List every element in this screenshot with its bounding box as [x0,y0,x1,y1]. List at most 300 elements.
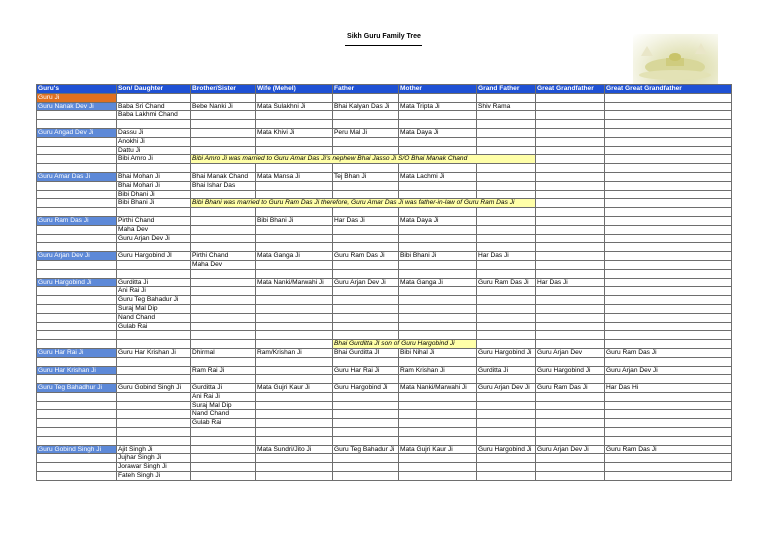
empty-cell [191,243,256,252]
empty-cell [477,146,536,155]
empty-cell [333,472,399,481]
empty-cell [191,93,256,102]
empty-cell [37,304,117,313]
empty-cell [605,304,732,313]
table-row [37,260,732,269]
empty-cell [477,392,536,401]
guru-name-cell: Guru Angad Dev Ji [37,128,117,137]
table-cell: Tej Bhan Ji [333,172,399,181]
table-cell: Pirthi Chand [117,216,191,225]
empty-cell [256,93,333,102]
empty-cell [605,146,732,155]
table-cell: Har Das Hi [605,384,732,393]
empty-cell [256,181,333,190]
empty-cell [536,260,605,269]
empty-cell [399,410,477,419]
table-cell: Guru Arjan Dev Ji [333,278,399,287]
table-row [37,348,732,357]
empty-cell [399,164,477,173]
table-cell: Guru Hargobind JI [117,252,191,261]
column-header: Mother [399,85,477,94]
table-cell: Bibi Dhani Ji [117,190,191,199]
empty-cell [477,340,536,349]
empty-cell [333,331,399,340]
empty-cell [37,181,117,190]
family-tree-table [36,84,732,481]
empty-cell [256,322,333,331]
empty-cell [256,287,333,296]
table-cell: Guru Arjan Dev Ji [536,445,605,454]
empty-cell [399,401,477,410]
guru-ji-row [37,93,732,102]
table-cell: Guru Arjan Dev Ji [605,366,732,375]
golden-temple-image [633,34,718,84]
table-row [37,199,732,208]
empty-cell [37,225,117,234]
empty-cell [333,260,399,269]
page-title: Sikh Guru Family Tree [347,33,421,40]
empty-cell [399,234,477,243]
empty-cell [37,296,117,305]
empty-cell [37,436,117,445]
table-row [37,252,732,261]
empty-cell [37,419,117,428]
empty-cell [605,419,732,428]
empty-cell [256,313,333,322]
table-cell: Ajit Singh Ji [117,445,191,454]
empty-cell [477,454,536,463]
empty-cell [191,428,256,437]
empty-cell [605,216,732,225]
empty-cell [536,172,605,181]
empty-cell [37,137,117,146]
empty-cell [191,463,256,472]
empty-cell [191,137,256,146]
empty-cell [37,454,117,463]
empty-cell [37,357,117,366]
table-row [37,234,732,243]
table-cell [37,155,117,164]
empty-cell [117,120,191,129]
empty-cell [536,102,605,111]
empty-cell [117,164,191,173]
empty-cell [37,322,117,331]
empty-cell [191,146,256,155]
empty-cell [191,296,256,305]
empty-cell [605,428,732,437]
guru-name-cell: Guru Amar Das Ji [37,172,117,181]
empty-cell [37,375,117,384]
table-row [37,366,732,375]
empty-cell [333,111,399,120]
empty-cell [399,313,477,322]
empty-cell [256,401,333,410]
table-cell: Guru Ram Das Ji [605,348,732,357]
empty-cell [37,243,117,252]
table-cell: Mata Sulakhni Ji [256,102,333,111]
empty-cell [399,260,477,269]
table-cell: Bhai Mohan Ji [117,172,191,181]
empty-cell [333,287,399,296]
empty-cell [536,252,605,261]
empty-cell [399,357,477,366]
table-cell: Har Das Ji [536,278,605,287]
empty-cell [477,208,536,217]
table-cell: Guru Hargobind Ji [477,445,536,454]
table-cell: Jujhar Singh Ji [117,454,191,463]
empty-cell [477,436,536,445]
table-cell: Har Das Ji [477,252,536,261]
empty-cell [399,472,477,481]
empty-cell [605,155,732,164]
empty-cell [477,164,536,173]
empty-cell [191,234,256,243]
empty-cell [333,93,399,102]
table-cell: Guru Hargobind Ji [477,348,536,357]
empty-cell [605,120,732,129]
empty-cell [117,375,191,384]
note-row [37,340,732,349]
table-cell: Guru Ram Das Ji [477,278,536,287]
empty-cell [256,111,333,120]
empty-cell [399,436,477,445]
empty-cell [256,375,333,384]
empty-cell [191,278,256,287]
empty-cell [477,375,536,384]
empty-cell [536,155,605,164]
empty-cell [333,190,399,199]
empty-cell [605,436,732,445]
empty-cell [37,428,117,437]
empty-cell [333,304,399,313]
empty-cell [333,392,399,401]
empty-cell [605,164,732,173]
empty-cell [399,392,477,401]
table-row [37,181,732,190]
empty-cell [605,269,732,278]
empty-cell [477,401,536,410]
table-cell: Guru Hargobind Ji [536,366,605,375]
empty-cell [536,146,605,155]
empty-cell [536,190,605,199]
empty-cell [536,322,605,331]
empty-cell [536,225,605,234]
empty-cell [191,445,256,454]
table-cell: Dattu Ji [117,146,191,155]
empty-cell [333,243,399,252]
empty-cell [399,208,477,217]
table-row [37,419,732,428]
empty-cell [536,269,605,278]
table-row [37,428,732,437]
table-cell: Guru Gobind Singh Ji [117,384,191,393]
table-cell: Bibi Bhani Ji [117,199,191,208]
table-row [37,269,732,278]
empty-cell [117,419,191,428]
empty-cell [256,463,333,472]
empty-cell [256,120,333,129]
empty-cell [191,164,256,173]
empty-cell [399,304,477,313]
empty-cell [605,322,732,331]
empty-cell [477,322,536,331]
empty-cell [477,313,536,322]
table-cell: Mata Lachmi Ji [399,172,477,181]
table-row [37,208,732,217]
empty-cell [191,322,256,331]
table-cell: Gurditta Ji [191,384,256,393]
empty-cell [477,419,536,428]
empty-cell [191,313,256,322]
empty-cell [333,463,399,472]
empty-cell [117,410,191,419]
guru-name-cell: Guru Ram Das Ji [37,216,117,225]
column-header: Great Great Grandfather [605,85,732,94]
table-cell: Gurditta Ji [477,366,536,375]
empty-cell [256,454,333,463]
empty-cell [605,410,732,419]
table-row [37,304,732,313]
empty-cell [399,181,477,190]
table-cell: Guru Ram Das Ji [333,252,399,261]
empty-cell [399,120,477,129]
empty-cell [605,252,732,261]
empty-cell [477,243,536,252]
table-row [37,102,732,111]
empty-cell [536,410,605,419]
table-cell: Gurditta Ji [117,278,191,287]
empty-cell [256,410,333,419]
empty-cell [477,225,536,234]
guru-name-cell: Guru Gobind Singh Ji [37,445,117,454]
table-cell: Dhirmal [191,348,256,357]
empty-cell [399,225,477,234]
empty-cell [605,93,732,102]
column-header: Brother/Sister [191,85,256,94]
table-cell: Gulab Rai [191,419,256,428]
empty-cell [256,428,333,437]
table-cell: Mata Nanki/Marwahi Ji [399,384,477,393]
column-header: Grand Father [477,85,536,94]
empty-cell [256,164,333,173]
empty-cell [256,137,333,146]
empty-cell [605,392,732,401]
empty-cell [191,128,256,137]
empty-cell [477,190,536,199]
empty-cell [605,234,732,243]
empty-cell [333,357,399,366]
empty-cell [256,357,333,366]
empty-cell [117,208,191,217]
empty-cell [191,472,256,481]
empty-cell [256,190,333,199]
table-cell: Bhai Gurditta JI [333,348,399,357]
table-cell: Guru Teg Bahadur Ji [333,445,399,454]
empty-cell [37,208,117,217]
empty-cell [477,172,536,181]
table-cell: Guru Har Rai Ji [333,366,399,375]
table-cell: Gulab Rai [117,322,191,331]
empty-cell [605,287,732,296]
empty-cell [477,181,536,190]
table-cell: Dassu Ji [117,128,191,137]
empty-cell [333,164,399,173]
table-cell: Mata Daya Ji [399,216,477,225]
table-cell: Bebe Nanki Ji [191,102,256,111]
table-cell: Ram/Krishan Ji [256,348,333,357]
empty-cell [536,296,605,305]
empty-cell [477,331,536,340]
column-header: Father [333,85,399,94]
empty-cell [536,357,605,366]
table-cell: Mata Tripta Ji [399,102,477,111]
empty-cell [256,296,333,305]
empty-cell [605,190,732,199]
table-row [37,454,732,463]
empty-cell [399,296,477,305]
empty-cell [333,137,399,146]
table-row [37,392,732,401]
table-cell: Suraj Mal Dip [117,304,191,313]
empty-cell [536,128,605,137]
empty-cell [37,287,117,296]
empty-cell [477,137,536,146]
empty-cell [37,164,117,173]
column-header: Wife (Mehel) [256,85,333,94]
table-cell: Guru Hargobind Ji [333,384,399,393]
empty-cell [536,243,605,252]
empty-cell [256,436,333,445]
empty-cell [256,146,333,155]
empty-cell [536,208,605,217]
empty-cell [605,278,732,287]
table-row [37,137,732,146]
table-cell: Maha Dev [191,260,256,269]
empty-cell [536,428,605,437]
empty-cell [117,428,191,437]
column-header: Great Grandfather [536,85,605,94]
empty-cell [37,190,117,199]
empty-cell [536,111,605,120]
empty-cell [536,199,605,208]
table-cell: Mata Gujri Kaur Ji [256,384,333,393]
table-row [37,463,732,472]
empty-cell [191,454,256,463]
empty-cell [477,463,536,472]
table-row [37,331,732,340]
empty-cell [477,111,536,120]
table-cell: Bhai Mohari Ji [117,181,191,190]
table-row [37,296,732,305]
table-cell: Ani Rai Ji [117,287,191,296]
empty-cell [605,172,732,181]
table-cell: Guru Har Krishan Ji [117,348,191,357]
empty-cell [117,357,191,366]
empty-cell [37,463,117,472]
empty-cell [256,234,333,243]
table-cell: Bhai Kalyan Das Ji [333,102,399,111]
table-row [37,243,732,252]
empty-cell [191,111,256,120]
empty-cell [117,269,191,278]
empty-cell [605,401,732,410]
empty-cell [117,260,191,269]
table-cell: Guru Ram Das Ji [605,445,732,454]
empty-cell [191,357,256,366]
table-cell: Ani Rai Ji [191,392,256,401]
empty-cell [536,181,605,190]
empty-cell [536,120,605,129]
empty-cell [333,436,399,445]
table-row [37,384,732,393]
empty-cell [536,419,605,428]
table-cell: Anokhi Ji [117,137,191,146]
empty-cell [333,269,399,278]
table-cell: Mata Mansa Ji [256,172,333,181]
table-cell: Pirthi Chand [191,252,256,261]
empty-cell [333,208,399,217]
table-cell: Mata Gujri Kaur Ji [399,445,477,454]
empty-cell [605,111,732,120]
empty-cell [117,243,191,252]
table-cell: Guru Teg Bahadur Ji [117,296,191,305]
empty-cell [37,269,117,278]
table-row [37,375,732,384]
note-cell: Bibi Bhani was married to Guru Ram Das Ji therefore, Guru Amar Das Ji was father-in-law of Guru Ram Das Ji [191,199,536,208]
table-cell: Har Das Ji [333,216,399,225]
empty-cell [477,428,536,437]
empty-cell [477,216,536,225]
empty-cell [605,260,732,269]
empty-cell [191,190,256,199]
empty-cell [333,181,399,190]
table-cell: Maha Dev [117,225,191,234]
empty-cell [256,260,333,269]
empty-cell [191,375,256,384]
empty-cell [399,428,477,437]
empty-cell [399,243,477,252]
empty-cell [477,120,536,129]
empty-cell [117,340,191,349]
title-underline [345,45,422,46]
empty-cell [333,401,399,410]
empty-cell [333,419,399,428]
empty-cell [256,392,333,401]
empty-cell [477,472,536,481]
empty-cell [37,260,117,269]
empty-cell [256,208,333,217]
column-header: Guru's [37,85,117,94]
empty-cell [256,366,333,375]
table-cell: Guru Ram Das Ji [536,384,605,393]
table-row [37,155,732,164]
table-cell: Peru Mal Ji [333,128,399,137]
table-row [37,410,732,419]
empty-cell [333,313,399,322]
header-row [37,85,732,94]
table-row [37,472,732,481]
empty-cell [536,287,605,296]
empty-cell [536,137,605,146]
empty-cell [191,304,256,313]
column-header: Son/ Daughter [117,85,191,94]
table-cell: Suraj Mal Dip [191,401,256,410]
empty-cell [536,313,605,322]
empty-cell [605,375,732,384]
empty-cell [605,137,732,146]
table-cell: Shiv Rama [477,102,536,111]
empty-cell [605,208,732,217]
